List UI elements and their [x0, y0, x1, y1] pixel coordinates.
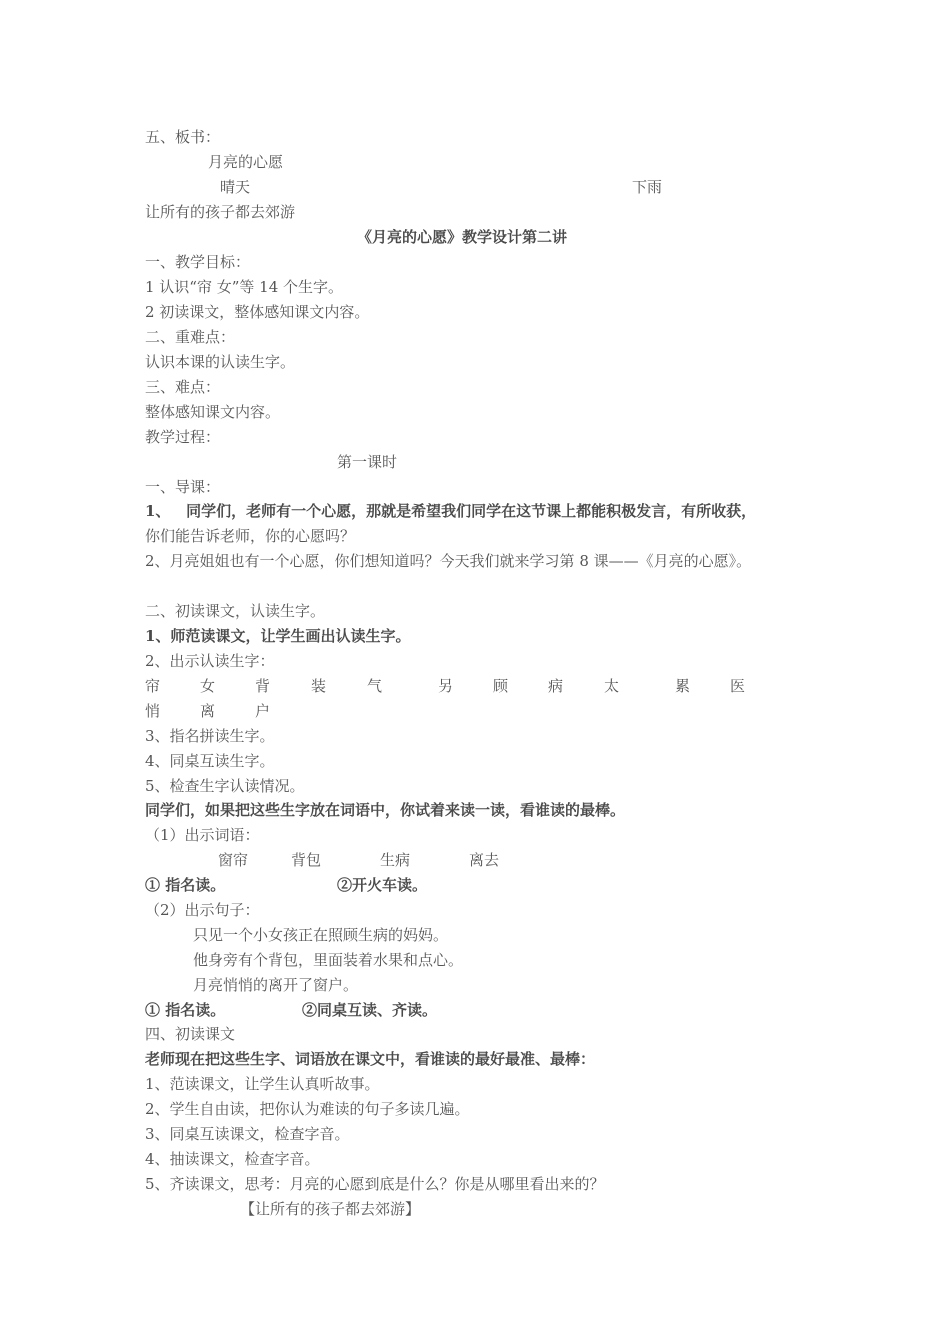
fourth-answer: 【让所有的孩子都去郊游】: [240, 1200, 421, 1218]
key-text: 认识本课的认读生字。: [145, 353, 296, 371]
goals-heading: 一、教学目标：: [145, 253, 251, 271]
reading-step-4: 4、同桌互读生字。: [145, 752, 275, 770]
fourth-prompt: 老师现在把这些生字、词语放在课文中，看谁读的最好最准、最棒：: [145, 1050, 596, 1068]
key-heading: 二、重难点：: [145, 328, 236, 346]
word-2: 背包: [291, 851, 322, 869]
reading-step-5: 5、检查生字认读情况。: [145, 777, 305, 795]
reading-heading: 二、初读课文，认读生字。: [145, 602, 326, 620]
word-1: 窗帘: [218, 851, 249, 869]
reading-prompt: 同学们，如果把这些生字放在词语中，你试着来读一读，看谁读的最棒。: [145, 801, 626, 819]
intro-line-1b: 你们能告诉老师，你的心愿吗？: [145, 527, 356, 545]
difficulty-heading: 三、难点：: [145, 378, 221, 396]
board-sunny: 晴天: [220, 178, 251, 196]
reading-step-2: 2、出示认读生字：: [145, 652, 275, 670]
char-9: 太: [604, 677, 620, 695]
board-rainy: 下雨: [632, 178, 663, 196]
char-8: 病: [548, 677, 564, 695]
char-7: 顾: [493, 677, 509, 695]
reading-step-3: 3、指名拼读生字。: [145, 727, 275, 745]
char-row2-1: 悄: [145, 702, 161, 720]
fourth-step-4: 4、抽读课文，检查字音。: [145, 1150, 320, 1168]
fourth-step-2: 2、学生自由读，把你认为难读的句子多读几遍。: [145, 1100, 470, 1118]
char-1: 帘: [145, 677, 161, 695]
fourth-step-1: 1、范读课文，让学生认真听故事。: [145, 1075, 380, 1093]
sentences-method-2: ②同桌互读、齐读。: [302, 1001, 438, 1019]
document-title: 《月亮的心愿》教学设计第二讲: [357, 228, 568, 246]
sentence-1: 只见一个小女孩正在照顾生病的妈妈。: [193, 926, 449, 944]
fourth-step-5: 5、齐读课文，思考：月亮的心愿到底是什么？你是从哪里看出来的？: [145, 1175, 605, 1193]
intro-heading: 一、导课：: [145, 478, 221, 496]
sentences-heading: （2）出示句子：: [145, 901, 260, 919]
words-row: [0, 850, 950, 870]
char-row2-2: 离: [200, 702, 216, 720]
board-topic: 月亮的心愿: [208, 153, 284, 171]
char-2: 女: [200, 677, 216, 695]
intro-line-2: 2、月亮姐姐也有一个心愿，你们想知道吗？今天我们就来学习第 8 课——《月亮的心愿》。: [145, 552, 752, 570]
word-4: 离去: [469, 851, 500, 869]
sentence-2: 他身旁有个背包，里面装着水果和点心。: [193, 951, 464, 969]
char-6: 另: [438, 677, 454, 695]
char-5: 气: [367, 677, 383, 695]
char-3: 背: [255, 677, 271, 695]
intro-line-1: 1、 同学们，老师有一个心愿，那就是希望我们同学在这节课上都能积极发言，有所收获，: [145, 502, 757, 520]
char-4: 装: [311, 677, 327, 695]
words-method-1: ① 指名读。: [145, 876, 226, 894]
board-wish: 让所有的孩子都去郊游: [145, 203, 296, 221]
char-11: 医: [730, 677, 746, 695]
char-10: 累: [675, 677, 691, 695]
fourth-heading: 四、初读课文: [145, 1025, 236, 1043]
chars-row-2: [0, 701, 950, 721]
sentences-method-1: ① 指名读。: [145, 1001, 226, 1019]
word-3: 生病: [380, 851, 411, 869]
sentence-3: 月亮悄悄的离开了窗户。: [193, 976, 359, 994]
board-heading: 五、板书：: [145, 128, 221, 146]
fourth-step-3: 3、同桌互读课文，检查字音。: [145, 1125, 350, 1143]
char-row2-3: 户: [255, 702, 271, 720]
period-label: 第一课时: [337, 453, 398, 471]
goal-item-2: 2 初读课文，整体感知课文内容。: [145, 303, 370, 321]
reading-step-1: 1、师范读课文，让学生画出认读生字。: [145, 627, 411, 645]
words-heading: （1）出示词语：: [145, 826, 260, 844]
chars-row-1: [0, 676, 950, 696]
words-method-2: ②开火车读。: [337, 876, 428, 894]
difficulty-text: 整体感知课文内容。: [145, 403, 281, 421]
goal-item-1: 1 认识“帘 女”等 14 个生字。: [145, 278, 344, 296]
process-heading: 教学过程：: [145, 428, 221, 446]
